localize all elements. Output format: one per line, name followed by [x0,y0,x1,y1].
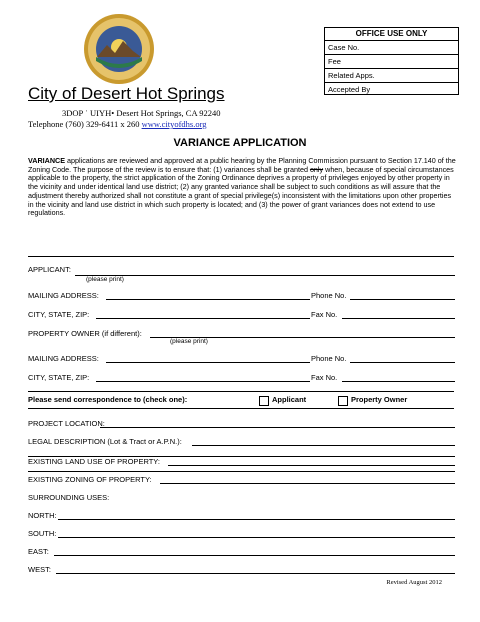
form-title: VARIANCE APPLICATION [173,137,307,149]
mailing-address-label: MAILING ADDRESS: [28,291,99,300]
fax-field[interactable] [342,318,455,319]
phone-field[interactable] [350,299,455,300]
office-accepted-by[interactable]: Accepted By [328,85,371,94]
owner-mailing-address-label: MAILING ADDRESS: [28,354,99,363]
south-label: SOUTH: [28,529,57,538]
city-name: City of Desert Hot Springs [28,84,225,103]
project-location-field[interactable] [100,427,455,428]
city-address: 3DOP ˈ UIYH• Desert Hot Springs, CA 92240 [62,108,221,118]
property-owner-checkbox[interactable] [338,396,348,406]
intro-struck-word: only [309,164,324,174]
east-field[interactable] [54,555,455,556]
revised-date: Revised August 2012 [386,579,442,586]
telephone-text: Telephone (760) 329-6411 x 260 [28,119,140,129]
existing-land-use-field[interactable] [168,465,455,466]
city-telephone [28,119,207,129]
owner-fax-label: Fax No. [311,373,338,382]
applicant-field[interactable] [75,275,455,276]
legal-description-label: LEGAL DESCRIPTION (Lot & Tract or A.P.N.): [28,437,182,446]
surrounding-uses-label: SURROUNDING USES: [28,493,110,502]
divider [28,256,454,257]
office-related-apps[interactable]: Related Apps. [325,69,458,83]
office-fee[interactable]: Fee [325,55,458,69]
intro-text-2: when, because of special circumstances applicable to the property, the strict application of the Zoning Ordinance deprives a property of privileges enjoyed by other property in the vicinity and under identical land use district; (2) any granted variance shall be subject to such conditions as will assure that the adjustment thereby authorized shall not constitute a grant of special privilege(s) inconsistent with the limitations upon other properties in the vicinity and land use district in which such property is located; and (3) the power of grant variances does not extend to use regulations. [28,164,454,218]
fax-label: Fax No. [311,310,338,319]
intro-paragraph [28,157,458,218]
east-label: EAST: [28,547,49,556]
applicant-checkbox[interactable] [259,396,269,406]
city-state-zip-label: CITY, STATE, ZIP: [28,310,90,319]
existing-zoning-field[interactable] [160,483,455,484]
north-label: NORTH: [28,511,57,520]
applicant-label: APPLICANT: [28,265,71,274]
city-seal-icon [83,13,155,85]
property-owner-print-note: (please print) [170,338,208,345]
north-field[interactable] [58,519,455,520]
west-field[interactable] [56,573,455,574]
office-use-box [324,27,459,95]
existing-zoning-label: EXISTING ZONING OF PROPERTY: [28,475,152,484]
website-link[interactable]: www.cityofdhs.org [141,119,207,129]
divider-top [28,391,454,392]
owner-city-state-zip-label: CITY, STATE, ZIP: [28,373,90,382]
owner-mailing-address-field[interactable] [106,362,310,363]
divider-bottom [28,408,454,409]
city-state-zip-field[interactable] [96,318,310,319]
owner-phone-label: Phone No. [311,354,347,363]
correspondence-label: Please send correspondence to (check one): [28,395,188,404]
owner-city-state-zip-field[interactable] [96,381,310,382]
intro-text-1: applications are reviewed and approved at a public hearing by the Planning Commission pursuant to Section 17.140 of the Zoning Code. The purpose of the review is to ensure that: (1) variances shall be granted [28,156,456,174]
owner-phone-field[interactable] [350,362,455,363]
south-field[interactable] [58,537,455,538]
project-location-label: PROJECT LOCATION: [28,419,105,428]
phone-label: Phone No. [311,291,347,300]
applicant-option-label: Applicant [272,395,307,404]
west-label: WEST: [28,565,51,574]
owner-fax-field[interactable] [342,381,455,382]
intro-lead: VARIANCE [28,156,66,165]
property-owner-option-label: Property Owner [351,395,408,404]
mailing-address-field[interactable] [106,299,310,300]
applicant-print-note: (please print) [86,276,124,283]
existing-land-use-label: EXISTING LAND USE OF PROPERTY: [28,457,160,466]
legal-description-field-3[interactable] [28,471,455,472]
office-case-no[interactable]: Case No. [325,41,458,55]
legal-description-field[interactable] [192,445,455,446]
office-use-header: OFFICE USE ONLY [325,28,458,41]
property-owner-label: PROPERTY OWNER (if different): [28,329,142,338]
